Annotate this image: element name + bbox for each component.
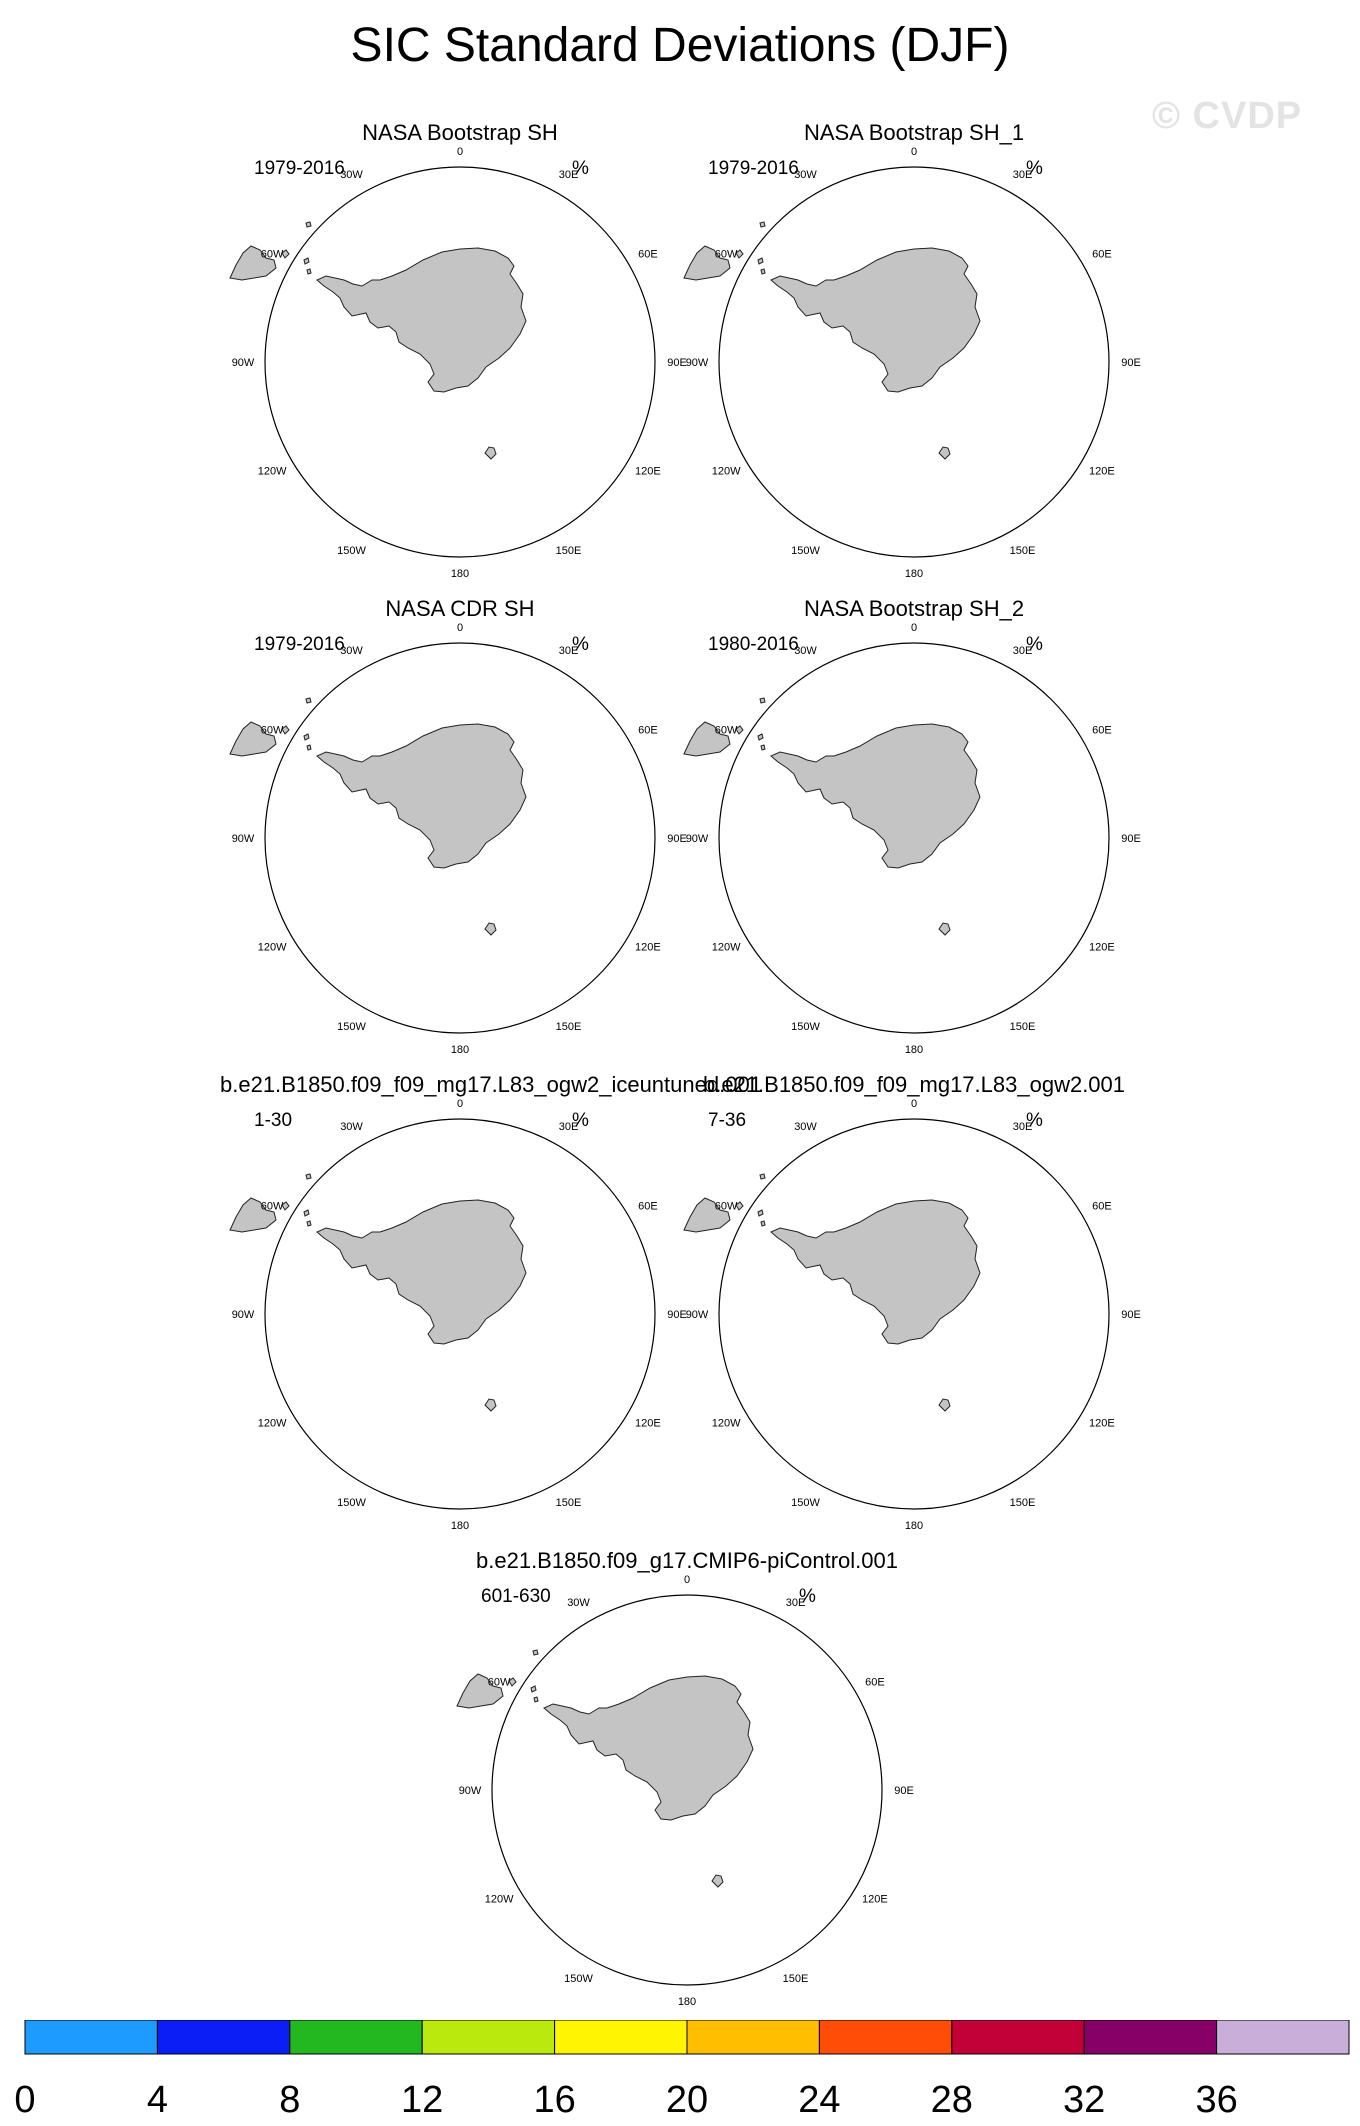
longitude-label: 120E (1089, 941, 1115, 954)
longitude-label: 150W (791, 1020, 820, 1033)
map-panel (674, 1072, 1154, 1542)
longitude-label: 60W (714, 248, 738, 261)
panel-units: % (1026, 634, 1043, 655)
longitude-label: 60W (714, 1200, 738, 1213)
longitude-label: 30W (794, 1121, 817, 1134)
colorbar-swatch (687, 2020, 819, 2054)
longitude-label: 120E (1089, 465, 1115, 478)
panel-title: NASA Bootstrap SH_1 (803, 120, 1025, 145)
colorbar-tick-label: 32 (1063, 2079, 1106, 2121)
longitude-label: 180 (904, 1520, 924, 1532)
longitude-label: 30W (567, 1597, 590, 1610)
longitude-label: 150W (791, 544, 820, 557)
longitude-label: 60W (260, 1200, 284, 1213)
longitude-label: 0 (683, 1574, 691, 1586)
polar-map (674, 1072, 1154, 1542)
longitude-label: 90E (1121, 1309, 1141, 1321)
island (306, 698, 311, 703)
longitude-label: 90W (685, 357, 709, 369)
colorbar-tick-label: 20 (665, 2079, 709, 2121)
longitude-label: 30E (1012, 645, 1033, 658)
antarctica-landmass (771, 724, 980, 868)
antarctica-landmass (544, 1676, 753, 1820)
longitude-label: 120W (711, 1417, 741, 1430)
longitude-label: 120E (862, 1893, 888, 1906)
longitude-label: 150E (1009, 544, 1036, 557)
map-panel (447, 1548, 927, 2018)
island (304, 734, 309, 740)
polar-map (674, 120, 1154, 590)
longitude-label: 90E (667, 357, 687, 369)
longitude-label: 90E (667, 833, 687, 845)
colorbar-swatch (819, 2020, 951, 2054)
longitude-label: 60E (1092, 1200, 1112, 1213)
longitude-label: 60E (638, 248, 658, 261)
antarctica-landmass (317, 724, 526, 868)
colorbar-tick-label: 12 (401, 2079, 444, 2121)
polar-map (220, 120, 700, 590)
island (939, 1399, 950, 1411)
island (304, 258, 309, 264)
island (939, 923, 950, 935)
colorbar-swatch (422, 2020, 554, 2054)
longitude-label: 120W (711, 941, 741, 954)
longitude-label: 90W (231, 1309, 255, 1321)
island (533, 1650, 538, 1655)
island (534, 1697, 538, 1702)
longitude-label: 90E (894, 1785, 914, 1797)
longitude-label: 120W (484, 1893, 514, 1906)
colorbar-swatch (157, 2020, 289, 2054)
longitude-label: 30E (785, 1597, 806, 1610)
longitude-label: 150E (1009, 1020, 1036, 1033)
figure-title: SIC Standard Deviations (DJF) (350, 19, 1010, 72)
longitude-label: 0 (456, 146, 464, 158)
longitude-label: 120E (635, 941, 661, 954)
colorbar-swatch (25, 2020, 157, 2054)
panel-title: NASA Bootstrap SH_2 (803, 596, 1025, 621)
longitude-label: 90E (1121, 833, 1141, 845)
longitude-label: 120W (711, 465, 741, 478)
colorbar-tick-label: 16 (533, 2079, 576, 2121)
island (485, 447, 496, 459)
longitude-label: 60E (638, 724, 658, 737)
map-panel (220, 596, 700, 1066)
colorbar-swatch (1217, 2020, 1349, 2054)
map-panel (674, 120, 1154, 590)
cvdp-watermark: © CVDP (1152, 95, 1303, 137)
colorbar-tick-label: 36 (1195, 2079, 1238, 2121)
longitude-label: 30E (558, 169, 579, 182)
longitude-label: 150W (791, 1496, 820, 1509)
colorbar-swatch (290, 2020, 422, 2054)
island (758, 258, 763, 264)
longitude-label: 150E (782, 1972, 809, 1985)
longitude-label: 90E (667, 1309, 687, 1321)
island (304, 1210, 309, 1216)
panel-units: % (572, 158, 589, 179)
antarctica-landmass (317, 248, 526, 392)
panel-units: % (1026, 158, 1043, 179)
colorbar-tick-label: 28 (930, 2079, 973, 2121)
longitude-label: 150W (337, 544, 366, 557)
longitude-label: 120E (1089, 1417, 1115, 1430)
longitude-label: 30E (1012, 169, 1033, 182)
longitude-label: 0 (910, 1098, 918, 1110)
panel-units: % (1026, 1110, 1043, 1131)
island (760, 1174, 765, 1179)
island (760, 698, 765, 703)
antarctica-landmass (771, 1200, 980, 1344)
antarctica-landmass (771, 248, 980, 392)
island (761, 1221, 765, 1226)
island (307, 745, 311, 750)
longitude-label: 0 (456, 1098, 464, 1110)
longitude-label: 180 (904, 1044, 924, 1056)
longitude-label: 30W (340, 645, 363, 658)
antarctica-landmass (317, 1200, 526, 1344)
longitude-label: 120W (257, 465, 287, 478)
panel-title: b.e21.B1850.f09_f09_mg17.L83_ogw2.001 (702, 1072, 1126, 1097)
island (758, 1210, 763, 1216)
panel-title: NASA CDR SH (385, 596, 535, 621)
longitude-label: 60E (865, 1676, 885, 1689)
longitude-label: 90W (231, 833, 255, 845)
island (306, 222, 311, 227)
colorbar-swatch (1084, 2020, 1216, 2054)
longitude-label: 30W (340, 169, 363, 182)
longitude-label: 0 (456, 622, 464, 634)
longitude-label: 60E (1092, 248, 1112, 261)
longitude-label: 30E (558, 645, 579, 658)
map-panel (220, 120, 700, 590)
longitude-label: 150E (555, 1496, 582, 1509)
island (485, 1399, 496, 1411)
longitude-label: 120E (635, 465, 661, 478)
longitude-label: 90W (231, 357, 255, 369)
longitude-label: 30W (794, 645, 817, 658)
longitude-label: 30W (794, 169, 817, 182)
longitude-label: 150E (1009, 1496, 1036, 1509)
longitude-label: 30E (1012, 1121, 1033, 1134)
map-panel (674, 596, 1154, 1066)
colorbar-swatch (555, 2020, 687, 2054)
longitude-label: 90W (685, 833, 709, 845)
longitude-label: 180 (677, 1996, 697, 2008)
longitude-label: 150W (337, 1020, 366, 1033)
island (307, 269, 311, 274)
longitude-label: 60W (714, 724, 738, 737)
longitude-label: 60W (260, 724, 284, 737)
panel-period: 1979-2016 (708, 158, 799, 179)
longitude-label: 120W (257, 941, 287, 954)
panel-title: b.e21.B1850.f09_f09_mg17.L83_ogw2_iceuntuned.001 (220, 1072, 762, 1097)
island (307, 1221, 311, 1226)
polar-map (447, 1548, 927, 2018)
panel-units: % (799, 1586, 816, 1607)
longitude-label: 150E (555, 544, 582, 557)
longitude-label: 150W (564, 1972, 593, 1985)
longitude-label: 0 (910, 146, 918, 158)
longitude-label: 120W (257, 1417, 287, 1430)
island (761, 269, 765, 274)
longitude-label: 90E (1121, 357, 1141, 369)
island (531, 1686, 536, 1692)
longitude-label: 180 (904, 568, 924, 580)
longitude-label: 150W (337, 1496, 366, 1509)
panel-title: NASA Bootstrap SH (362, 120, 558, 145)
panel-units: % (572, 634, 589, 655)
longitude-label: 120E (635, 1417, 661, 1430)
island (761, 745, 765, 750)
panel-period: 1980-2016 (708, 634, 799, 655)
panel-period: 1-30 (254, 1110, 293, 1131)
longitude-label: 60E (638, 1200, 658, 1213)
longitude-label: 60W (487, 1676, 511, 1689)
longitude-label: 30W (340, 1121, 363, 1134)
longitude-label: 180 (450, 568, 470, 580)
colorbar-tick-label: 4 (146, 2079, 168, 2121)
panel-period: 601-630 (481, 1586, 551, 1607)
island (760, 222, 765, 227)
island (485, 923, 496, 935)
panel-units: % (572, 1110, 589, 1131)
longitude-label: 90W (685, 1309, 709, 1321)
longitude-label: 0 (910, 622, 918, 634)
panel-period: 7-36 (708, 1110, 747, 1131)
island (758, 734, 763, 740)
longitude-label: 180 (450, 1044, 470, 1056)
colorbar-tick-label: 8 (279, 2079, 301, 2121)
colorbar-tick-label: 0 (14, 2079, 36, 2121)
panel-period: 1979-2016 (254, 634, 345, 655)
panel-period: 1979-2016 (254, 158, 345, 179)
polar-map (674, 596, 1154, 1066)
longitude-label: 90W (458, 1785, 482, 1797)
longitude-label: 60W (260, 248, 284, 261)
colorbar-tick-label: 24 (798, 2079, 841, 2121)
colorbar (0, 2020, 1360, 2126)
longitude-label: 60E (1092, 724, 1112, 737)
polar-map (220, 596, 700, 1066)
panel-title: b.e21.B1850.f09_g17.CMIP6-piControl.001 (476, 1548, 898, 1573)
longitude-label: 180 (450, 1520, 470, 1532)
colorbar-swatch (952, 2020, 1084, 2054)
island (712, 1875, 723, 1887)
longitude-label: 150E (555, 1020, 582, 1033)
island (306, 1174, 311, 1179)
longitude-label: 30E (558, 1121, 579, 1134)
island (939, 447, 950, 459)
